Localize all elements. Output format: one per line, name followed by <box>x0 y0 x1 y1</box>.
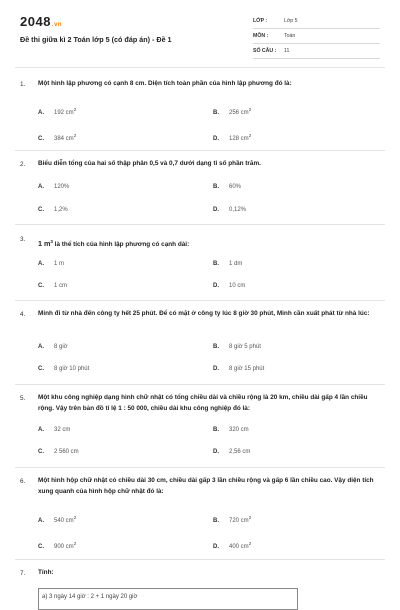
option-4d[interactable]: D. 8 giờ 15 phút <box>213 366 265 372</box>
question-number: 1. <box>20 81 26 88</box>
divider <box>15 467 385 468</box>
question-number: 2. <box>20 161 26 168</box>
option-4b[interactable]: B. 8 giờ 5 phút <box>213 344 261 350</box>
option-2a[interactable]: A. 120% <box>38 184 70 190</box>
page-title: Đề thi giữa kì 2 Toán lớp 5 (có đáp án) - Đề 1 <box>20 35 172 44</box>
option-1d[interactable]: D. 128 $cm^2$ <box>213 133 252 142</box>
answer-table <box>38 588 298 610</box>
divider <box>15 224 385 225</box>
option-3b[interactable]: B. 1 dm <box>213 261 243 267</box>
site-logo[interactable]: 2048.vn <box>20 14 63 29</box>
question-text: Một khu công nghiệp dạng hình chữ nhật có tổng chiều dài và chiều rộng là 20 km, chiều dài gấp 4 lần chiều rộng. Vậy trên bản đồ tỉ lệ 1 : 50 000, chiều dài khu công nghiệp đó là: <box>38 394 368 412</box>
meta-value: 11 <box>284 48 290 54</box>
question-number: 6. <box>20 478 26 485</box>
question-number: 4. <box>20 311 26 318</box>
question-number: 7. <box>20 570 26 577</box>
question-number: 3. <box>20 236 26 243</box>
option-1a[interactable]: A. 192 $cm^2$ <box>38 107 77 116</box>
divider <box>15 67 385 68</box>
divider <box>15 150 385 151</box>
meta-key: LỚP : <box>253 18 268 24</box>
option-5d[interactable]: D. 2,56 cm <box>213 449 251 455</box>
meta-value: Toán <box>284 33 296 39</box>
question-text: Tính: <box>38 569 54 576</box>
option-3d[interactable]: D. 10 cm <box>213 283 246 289</box>
answer-line: a) 3 ngày 14 giờ : 2 + 1 ngày 20 giờ <box>42 594 138 600</box>
option-5b[interactable]: B. 320 cm <box>213 427 249 433</box>
option-6d[interactable]: D. 400 $cm^2$ <box>213 541 252 550</box>
option-3c[interactable]: C. 1 cm <box>38 283 68 289</box>
option-1c[interactable]: C. 384 $cm^2$ <box>38 133 77 142</box>
divider <box>15 300 385 301</box>
question-text: Một hình lập phương có cạnh 8 cm. Diện tích toàn phần của hình lập phương đó là: <box>38 80 292 87</box>
divider <box>15 384 385 385</box>
option-2b[interactable]: B. 60% <box>213 184 242 190</box>
option-1b[interactable]: B. 256 $cm^2$ <box>213 107 252 116</box>
option-2d[interactable]: D. 0,12% <box>213 207 247 213</box>
meta-row-class <box>253 15 380 29</box>
question-text: Biểu diễn tổng của hai số thập phân 0,5 và 0,7 dưới dạng tỉ số phần trăm. <box>38 160 261 167</box>
divider <box>15 559 385 560</box>
meta-key: SỐ CÂU : <box>253 48 277 54</box>
meta-row-subject <box>253 30 380 44</box>
option-6a[interactable]: A. 540 $cm^2$ <box>38 515 77 524</box>
option-4a[interactable]: A. 8 giờ <box>38 344 68 350</box>
meta-value: Lớp 5 <box>284 18 298 24</box>
meta-row-count <box>253 45 380 59</box>
option-3a[interactable]: A. 1 m <box>38 261 65 267</box>
option-5c[interactable]: C. 2 560 cm <box>38 449 79 455</box>
option-6b[interactable]: B. 720 $cm^2$ <box>213 515 252 524</box>
question-text: Minh đi từ nhà đến công ty hết 25 phút. Để có mặt ở công ty lúc 8 giờ 30 phút, Minh cần xuất phát từ nhà lúc: <box>38 310 370 317</box>
option-5a[interactable]: A. 32 cm <box>38 427 71 433</box>
option-2c[interactable]: C. 1,2% <box>38 207 68 213</box>
question-text: 1 $m^3$ là thể tích của hình lập phương có cạnh dài: <box>38 239 190 249</box>
option-6c[interactable]: C. 900 $cm^2$ <box>38 541 77 550</box>
question-text: Một hình hộp chữ nhật có chiều dài 30 cm, chiều dài gấp 3 lần chiều rộng và gấp 6 lần chiều cao. Vậy diện tích xung quanh của hình hộp chữ nhật đó là: <box>38 477 374 495</box>
question-number: 5. <box>20 395 26 402</box>
meta-key: MÔN : <box>253 33 269 39</box>
option-4c[interactable]: C. 8 giờ 10 phút <box>38 366 90 372</box>
